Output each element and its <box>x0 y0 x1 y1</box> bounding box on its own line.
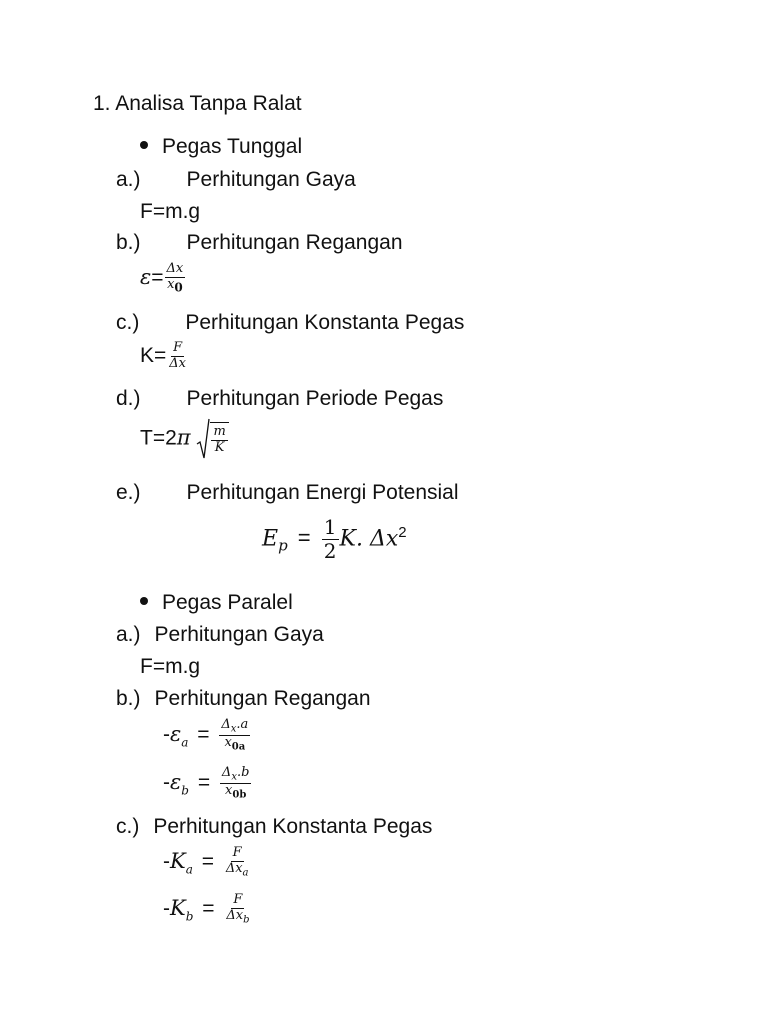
item-text: Perhitungan Regangan <box>186 231 403 254</box>
paralel-eq-regangan-a: $-\varepsilon_a$ = $\frac{\Delta_x.a}{x_{0a}}$ <box>163 717 249 753</box>
section-heading: 1. Analisa Tanpa Ralat <box>93 92 302 115</box>
tunggal-item-b <box>116 232 403 253</box>
fraction: $\frac{m}{K}$ <box>213 424 226 455</box>
square-root <box>196 418 228 460</box>
radical-sign-icon <box>196 418 210 460</box>
tunggal-eq-energi: $E_p$ = $\frac{1}{2}$ K. $\Delta x^2$ <box>262 515 407 563</box>
bullet-pegas-tunggal <box>140 136 302 157</box>
fraction: $\frac{F}{\Delta x}$ <box>169 340 187 371</box>
item-text: Perhitungan Periode Pegas <box>186 387 444 410</box>
item-text: Perhitungan Gaya <box>154 623 324 646</box>
item-label: a.) <box>116 623 141 646</box>
tunggal-eq-periode: T=2π $\frac{m}{K}$ <box>140 418 229 460</box>
item-label: d.) <box>116 387 141 410</box>
bullet-text: Pegas Paralel <box>162 591 293 614</box>
bullet-icon <box>140 597 148 605</box>
fraction: $\frac{\Delta_x.b}{x_{0b}}$ <box>221 765 250 801</box>
paralel-item-a <box>116 624 324 645</box>
tunggal-item-c <box>116 312 464 333</box>
fraction: $\frac{F}{\Delta x_b}$ <box>226 892 250 926</box>
paralel-eq-konstanta-a: $-K_a$ = $\frac{F}{\Delta x_a}$ <box>163 845 249 879</box>
tunggal-eq-gaya: F=m.g <box>140 200 201 223</box>
fraction: $\frac{1}{2}$ <box>323 515 337 563</box>
tunggal-item-a <box>116 169 356 190</box>
tunggal-eq-konstanta: K= $\frac{F}{\Delta x}$ <box>140 340 187 371</box>
bullet-pegas-paralel <box>140 592 293 613</box>
paralel-item-b <box>116 688 371 709</box>
tunggal-item-e <box>116 482 459 503</box>
fraction: $\frac{\Delta x}{x_0}$ <box>166 261 184 295</box>
item-label: c.) <box>116 311 140 334</box>
item-text: Perhitungan Gaya <box>186 168 356 191</box>
item-text: Perhitungan Konstanta Pegas <box>185 311 465 334</box>
bullet-text: Pegas Tunggal <box>162 135 303 158</box>
item-label: b.) <box>116 687 141 710</box>
item-text: Perhitungan Regangan <box>154 687 371 710</box>
tunggal-eq-regangan: ε= $\frac{\Delta x}{x_0}$ <box>140 261 184 295</box>
item-text: Perhitungan Energi Potensial <box>186 481 459 504</box>
item-text: Perhitungan Konstanta Pegas <box>153 815 433 838</box>
item-label: a.) <box>116 168 141 191</box>
bullet-icon <box>140 141 148 149</box>
item-label: b.) <box>116 231 141 254</box>
paralel-item-c <box>116 816 432 837</box>
item-label: c.) <box>116 815 140 838</box>
tunggal-item-d <box>116 388 443 409</box>
paralel-eq-gaya: F=m.g <box>140 655 201 678</box>
fraction: $\frac{F}{\Delta x_a}$ <box>225 845 249 879</box>
fraction: $\frac{\Delta_x.a}{x_{0a}}$ <box>221 717 249 753</box>
paralel-eq-konstanta-b: $-K_b$ = $\frac{F}{\Delta x_b}$ <box>163 892 250 926</box>
item-label: e.) <box>116 481 141 504</box>
paralel-eq-regangan-b: $-\varepsilon_b$ = $\frac{\Delta_x.b}{x_{0b}}$ <box>163 765 250 801</box>
